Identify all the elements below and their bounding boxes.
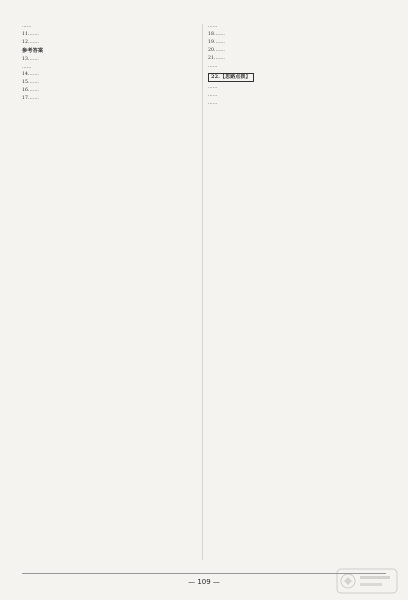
right-block-4: 21.……	[208, 55, 225, 61]
footer-rule	[22, 573, 386, 574]
right-tag-block-2: ……	[208, 100, 218, 106]
page-number: — 109 —	[188, 578, 220, 586]
right-column	[208, 24, 384, 109]
right-block-5: ……	[208, 63, 218, 69]
left-column	[22, 24, 198, 104]
right-block-0: ……	[208, 24, 218, 29]
left-block-8: 17.……	[22, 96, 39, 102]
left-block-4: ……	[22, 64, 32, 70]
watermark-stamp-icon	[336, 568, 398, 594]
left-block-3: 13.……	[22, 56, 39, 62]
left-block-1: 11.……	[22, 31, 39, 37]
right-block-2: 19.……	[208, 39, 225, 45]
right-tag-block-0: ……	[208, 84, 218, 90]
left-block-2: 12.……	[22, 39, 39, 45]
left-block-7: 16.……	[22, 88, 39, 94]
right-tag-block-1: ……	[208, 92, 218, 98]
right-block-1: 18.……	[208, 31, 225, 37]
left-block-5: 14.……	[22, 72, 39, 78]
column-divider	[202, 24, 203, 560]
reference-answer-heading: 参考答案	[22, 48, 44, 55]
thinking-tips-tag: 22.【思路点拨】	[208, 73, 254, 81]
left-block-6: 15.……	[22, 80, 39, 86]
left-block-0: ……	[22, 24, 32, 29]
right-block-3: 20.……	[208, 47, 225, 53]
